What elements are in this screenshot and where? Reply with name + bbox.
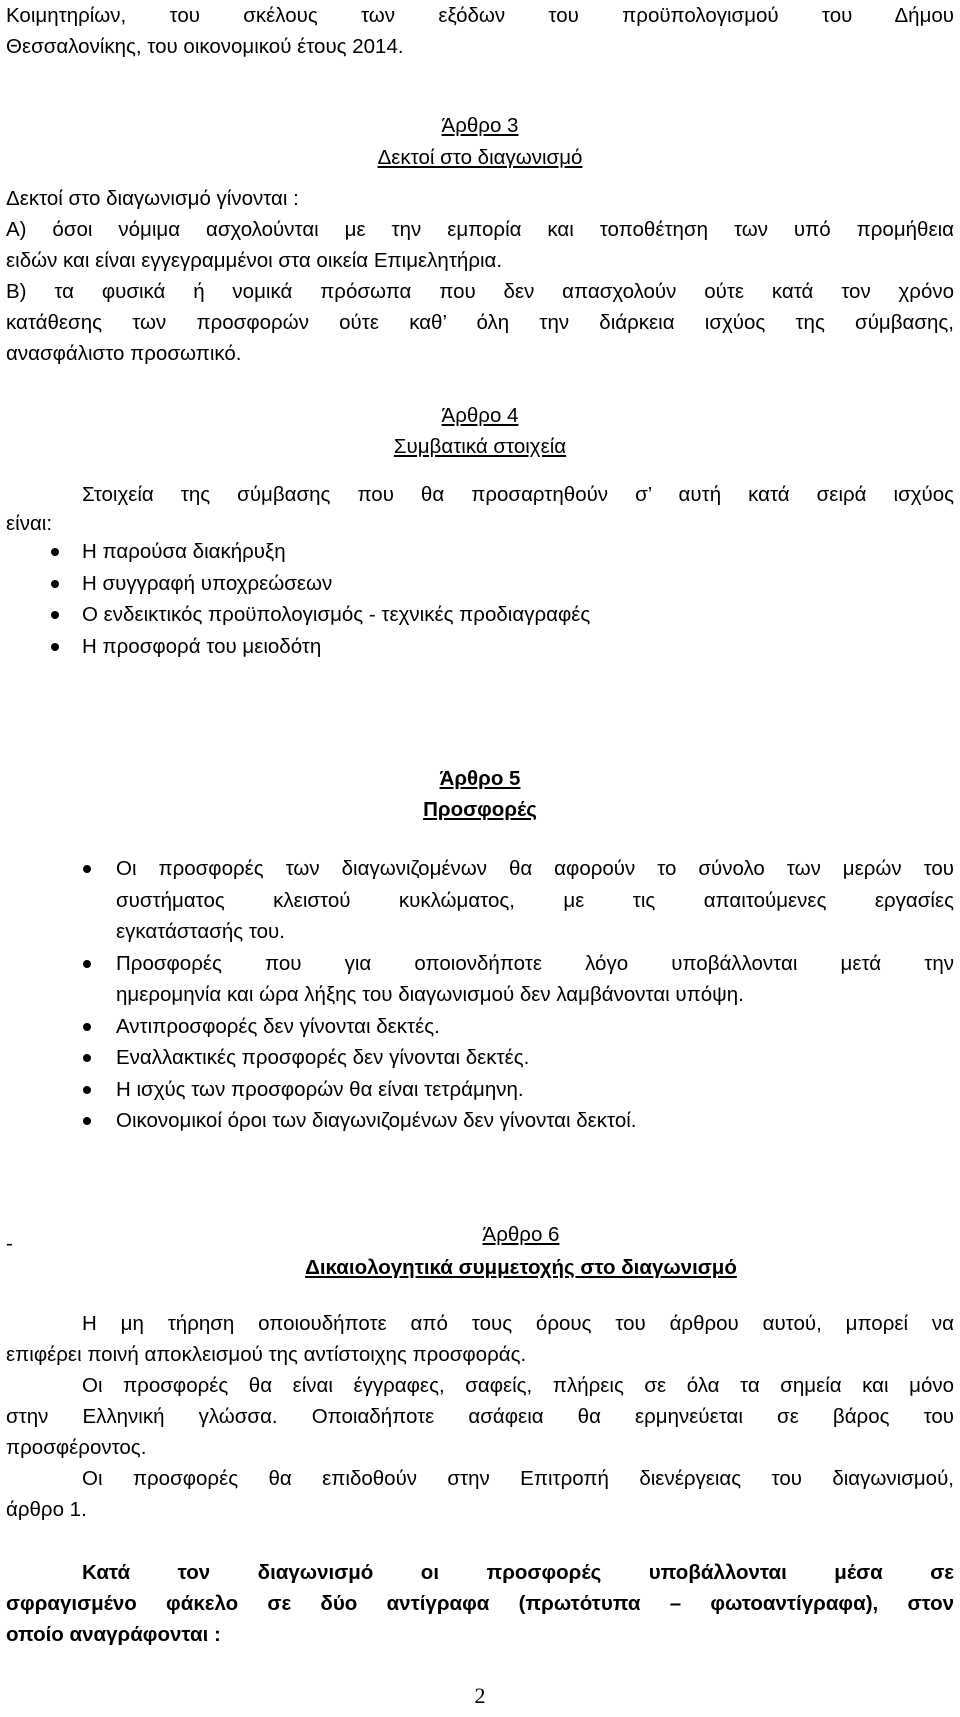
page-number: 2 [474,1683,486,1708]
article6-subtitle: Δικαιολογητικά συμμετοχής στο διαγωνισμό [305,1256,737,1279]
bullet-icon [83,1054,91,1062]
list-item: Η ισχύς των προσφορών θα είναι τετράμηνη. [6,1074,954,1106]
intro-line-1: Κοιμητηρίων, του σκέλους των εξόδων του προϋπολογισμού του Δήμου [6,4,954,27]
article6-p3-line-2: άρθρο 1. [6,1498,87,1521]
article3-title: Άρθρο 3 [441,114,519,137]
bullet-icon [83,1117,91,1125]
article5-title: Άρθρο 5 [439,767,521,790]
list-item: Οικονομικοί όροι των διαγωνιζομένων δεν γίνονται δεκτοί. [6,1105,954,1137]
article3-b-line-3: ανασφάλιστο προσωπικό. [6,342,242,365]
article3-b-line-2: κατάθεσης των προσφορών ούτε καθ’ όλη την διάρκεια ισχύος της σύμβασης, [6,311,954,334]
bullet-icon [83,960,91,968]
article6-p2-line-2: στην Ελληνική γλώσσα. Οποιαδήποτε ασάφεια θα ερμηνεύεται σε βάρος του [6,1405,954,1428]
article3-subtitle: Δεκτοί στο διαγωνισμό [377,146,583,169]
article3-lead: Δεκτοί στο διαγωνισμό γίνονται : [6,187,299,210]
bullet-icon [83,1023,91,1031]
bullet-icon [51,548,59,556]
list-item: Αντιπροσφορές δεν γίνονται δεκτές. [6,1011,954,1043]
bullet-icon [83,1086,91,1094]
article4-subtitle: Συμβατικά στοιχεία [393,435,567,458]
article6-p2-line-1: Οι προσφορές θα είναι έγγραφες, σαφείς, πλήρεις σε όλα τα σημεία και μόνο [82,1374,954,1397]
bullet-icon [51,643,59,651]
article6-bold-line-2: σφραγισμένο φάκελο σε δύο αντίγραφα (πρωτότυπα – φωτοαντίγραφα), στον [6,1592,954,1615]
article4-list [6,536,954,662]
article5-subtitle: Προσφορές [423,798,537,821]
article4-lead-line-1: Στοιχεία της σύμβασης που θα προσαρτηθούν σ’ αυτή κατά σειρά ισχύος [82,483,954,506]
article4-lead-line-2: είναι: [6,512,53,535]
list-item: Εναλλακτικές προσφορές δεν γίνονται δεκτές. [6,1042,954,1074]
article4-title: Άρθρο 4 [441,404,519,427]
bullet-icon [83,865,91,873]
article6-p1-line-2: επιφέρει ποινή αποκλεισμού της αντίστοιχης προσφοράς. [6,1343,527,1366]
dash-marker: - [6,1232,13,1255]
article3-a-line-2: ειδών και είναι εγγεγραμμένοι στα οικεία Επιμελητήρια. [6,249,503,272]
list-item: Ο ενδεικτικός προϋπολογισμός - τεχνικές προδιαγραφές [6,599,954,631]
article3-b-line-1: Β) τα φυσικά ή νομικά πρόσωπα που δεν απασχολούν ούτε κατά τον χρόνο [6,280,954,303]
article6-p1-line-1: Η μη τήρηση οποιουδήποτε από τους όρους του άρθρου αυτού, μπορεί να [82,1312,954,1335]
article6-title: Άρθρο 6 [482,1223,560,1246]
list-item: Η προσφορά του μειοδότη [6,631,954,663]
list-item: Η συγγραφή υποχρεώσεων [6,568,954,600]
article6-bold-line-1: Κατά τον διαγωνισμό οι προσφορές υποβάλλονται μέσα σε [82,1561,954,1584]
list-item: Η παρούσα διακήρυξη [6,536,954,568]
article3-a-line-1: Α) όσοι νόμιμα ασχολούνται με την εμπορία και τοποθέτηση των υπό προμήθεια [6,218,954,241]
article6-bold-line-3: οποίο αναγράφονται : [6,1623,221,1646]
list-item: Οι προσφορές των διαγωνιζομένων θα αφορούν το σύνολο των μερών του συστήματος κλειστού κυκλώματος, με τις απαιτούμενες εργασίες εγκατάστασής του. [6,853,954,948]
article5-list [6,853,954,1137]
article6-p2-line-3: προσφέροντος. [6,1436,147,1459]
article6-p3-line-1: Οι προσφορές θα επιδοθούν στην Επιτροπή διενέργειας του διαγωνισμού, [82,1467,954,1490]
bullet-icon [51,611,59,619]
intro-line-2: Θεσσαλονίκης, του οικονομικού έτους 2014. [6,35,404,58]
list-item: Προσφορές που για οποιονδήποτε λόγο υποβάλλονται μετά την ημερομηνία και ώρα λήξης του διαγωνισμού δεν λαμβάνονται υπόψη. [6,948,954,1011]
bullet-icon [51,580,59,588]
